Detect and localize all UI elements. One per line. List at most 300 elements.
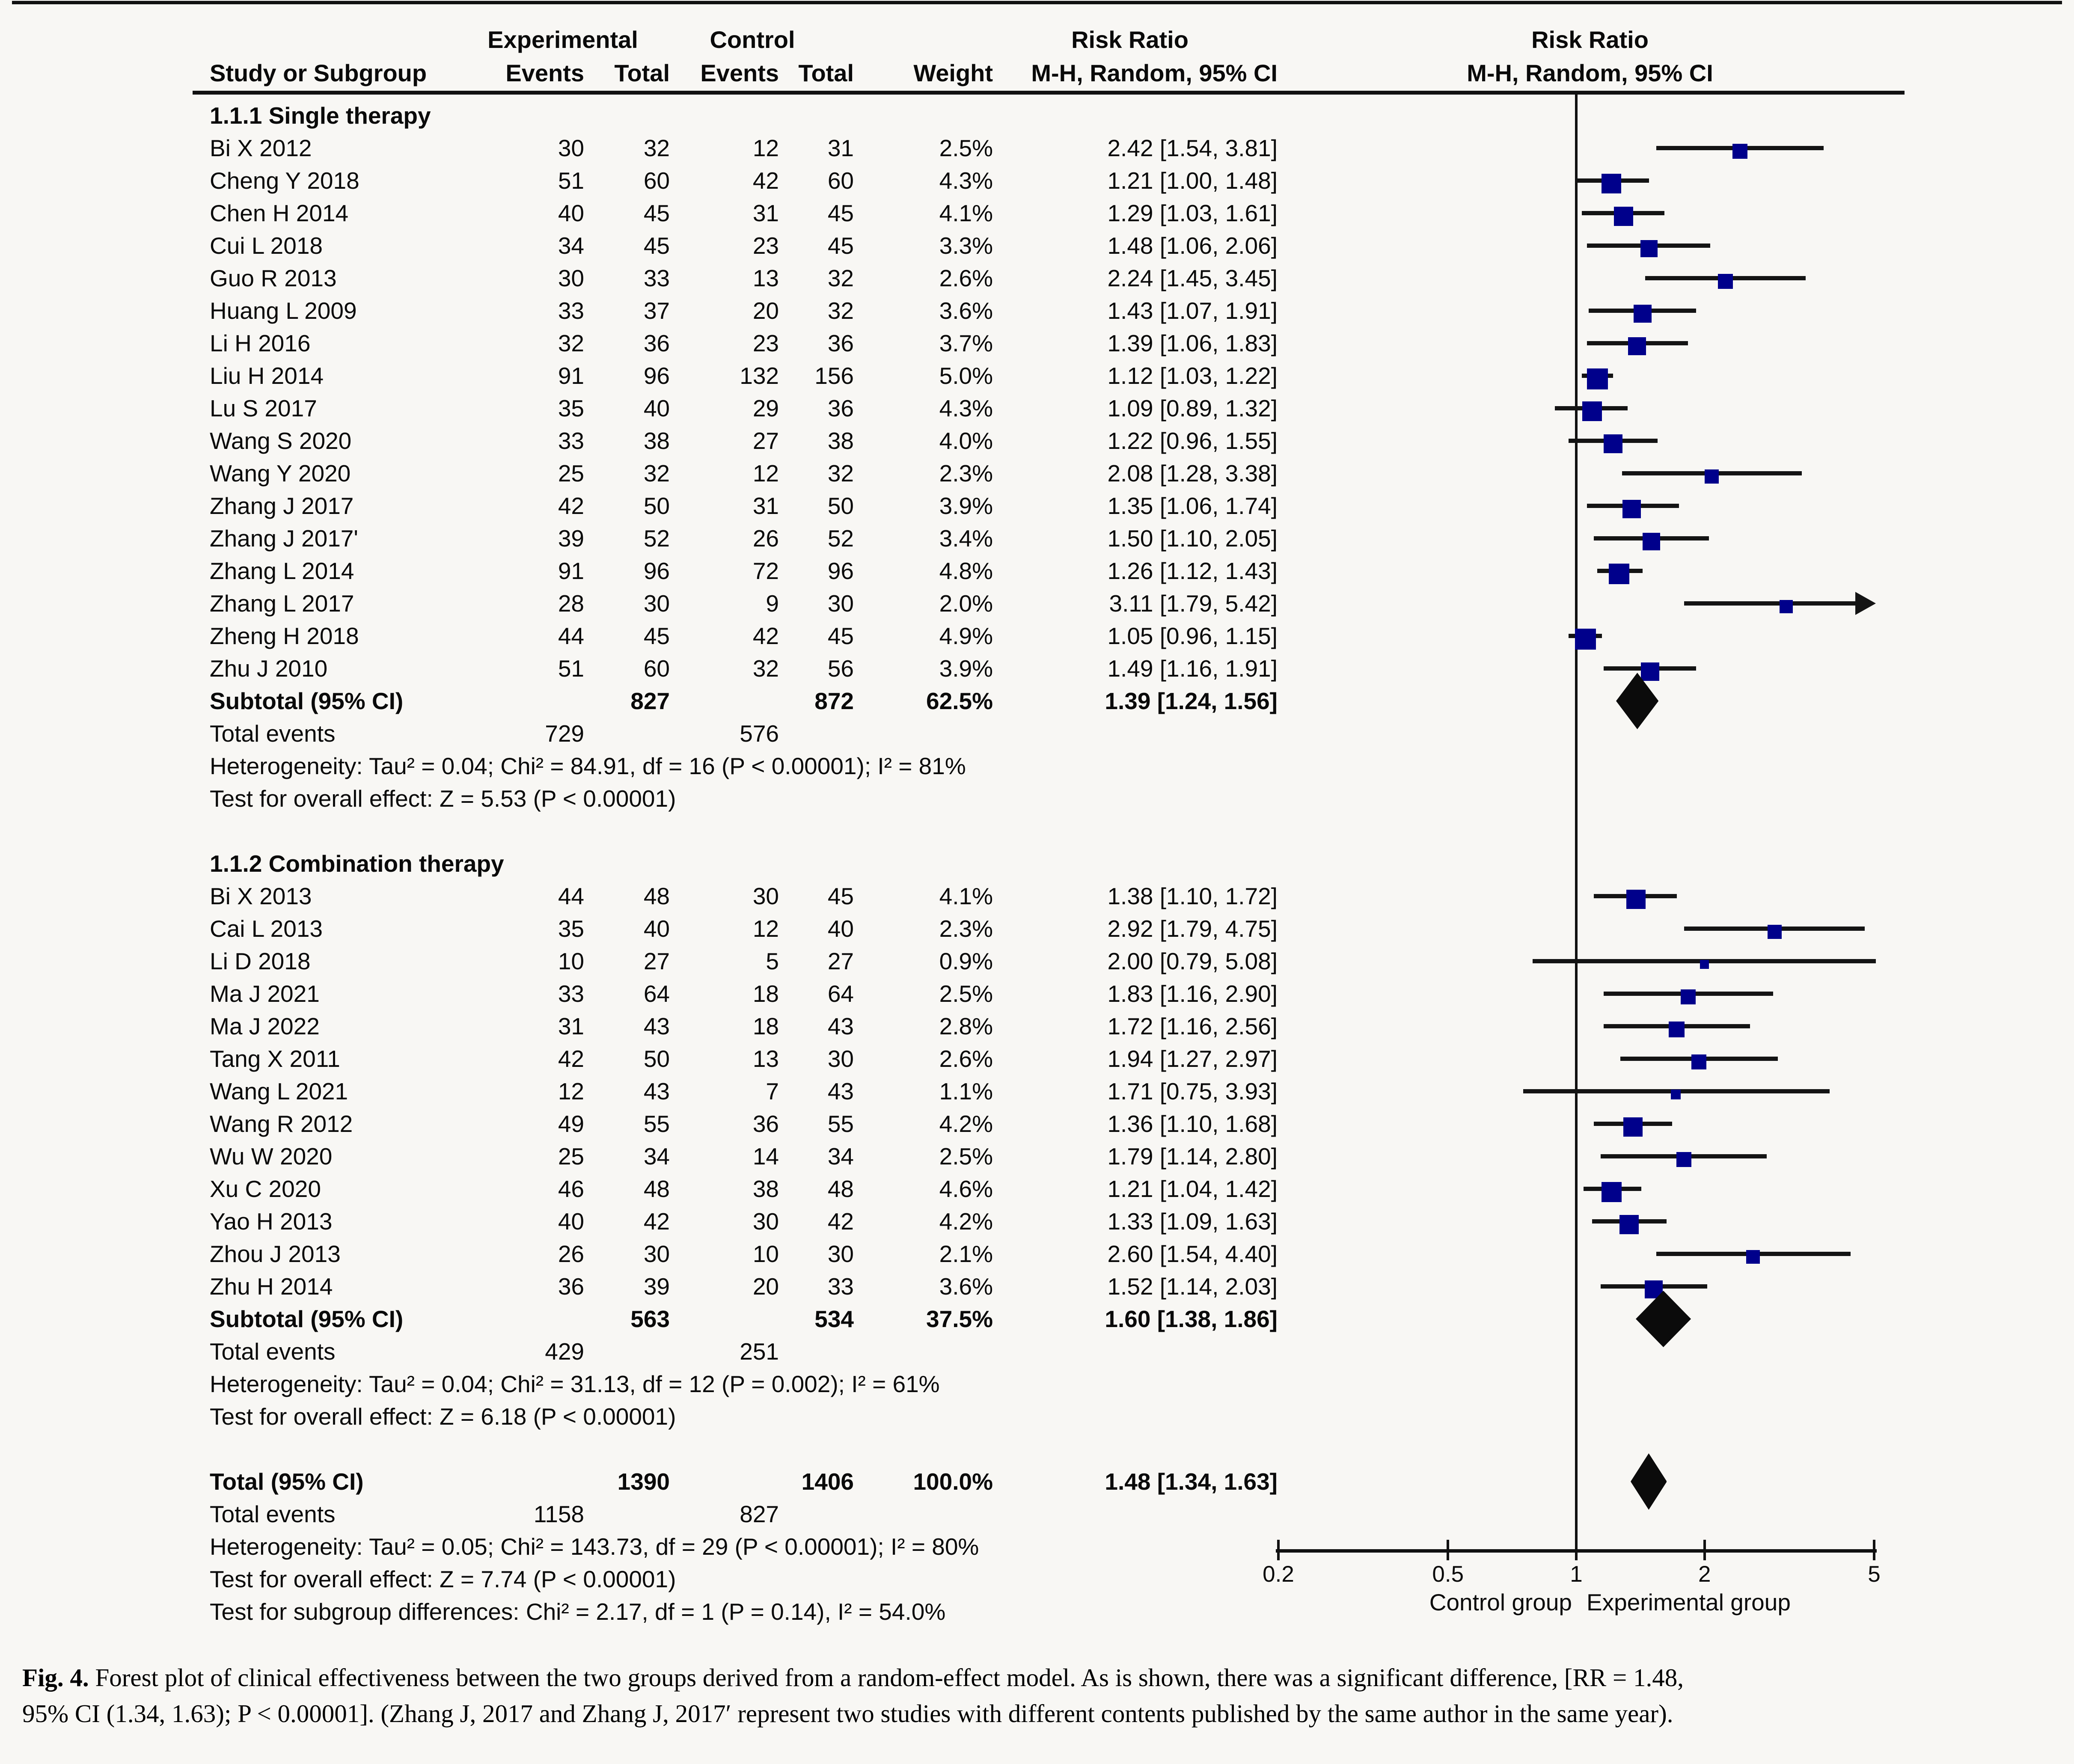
exp-total-value: 42	[643, 1208, 670, 1235]
exp-total-value: 40	[643, 395, 670, 422]
pooled-effect-diamond	[1616, 673, 1658, 729]
study-name: Guo R 2013	[210, 265, 337, 291]
study-name: Li D 2018	[210, 948, 311, 974]
ctl-total-value: 60	[827, 167, 854, 194]
weight-value: 3.4%	[939, 525, 993, 552]
ctl-events-value: 31	[752, 200, 779, 226]
exp-total-value: 1390	[617, 1468, 670, 1495]
axis-tick-label: 5	[1868, 1562, 1881, 1587]
exp-total-value: 36	[643, 330, 670, 356]
study-name: Zhang L 2014	[210, 558, 354, 584]
study-row	[0, 262, 1305, 294]
figure-number: Fig. 4.	[22, 1663, 89, 1692]
ctl-events-value: 13	[752, 265, 779, 291]
heterogeneity-row	[0, 750, 1305, 782]
ctl-total-value: 36	[827, 330, 854, 356]
exp-total-value: 96	[643, 362, 670, 389]
study-name: Li H 2016	[210, 330, 311, 356]
study-row	[0, 1042, 1305, 1075]
study-name: Yao H 2013	[210, 1208, 333, 1235]
weight-value: 5.0%	[939, 362, 993, 389]
point-estimate-marker	[1780, 600, 1793, 613]
exp-total-value: 32	[643, 135, 670, 161]
exp-events-value: 25	[558, 460, 584, 487]
exp-events-value: 35	[558, 395, 584, 422]
study-row	[0, 652, 1305, 685]
risk-ratio-ci-value: 2.00 [0.79, 5.08]	[1107, 948, 1278, 974]
weight-value: 3.7%	[939, 330, 993, 356]
weight-value: 2.3%	[939, 915, 993, 942]
weight-value: 2.6%	[939, 265, 993, 291]
column-exp-events: Events	[505, 59, 584, 86]
weight-value: 3.6%	[939, 297, 993, 324]
study-row	[0, 880, 1305, 912]
ctl-total-value: 32	[827, 460, 854, 487]
heterogeneity-note: Heterogeneity: Tau² = 0.04; Chi² = 31.13, df = 12 (P = 0.002); I² = 61%	[210, 1371, 940, 1397]
ctl-events-value: 36	[752, 1111, 779, 1137]
exp-total-value: 30	[643, 590, 670, 617]
ctl-total-value: 45	[827, 200, 854, 226]
exp-total-value: 45	[643, 232, 670, 259]
ctl-events-value: 14	[752, 1143, 779, 1170]
ctl-events-value: 30	[752, 883, 779, 909]
subgroup-header-row	[0, 847, 1305, 880]
axis-tick-label: 1	[1570, 1562, 1583, 1587]
study-name: Cheng Y 2018	[210, 167, 360, 194]
point-estimate-marker	[1622, 500, 1641, 518]
ctl-events-value: 31	[752, 493, 779, 519]
ctl-events-value: 32	[752, 655, 779, 682]
weight-value: 2.5%	[939, 980, 993, 1007]
weight-value: 3.9%	[939, 493, 993, 519]
study-name: Zheng H 2018	[210, 623, 359, 649]
exp-total-value: 40	[643, 915, 670, 942]
total-events-row	[0, 717, 1305, 750]
study-name: Zhu H 2014	[210, 1273, 333, 1300]
axis-tick	[1703, 1540, 1706, 1560]
subgroup-title: 1.1.2 Combination therapy	[210, 850, 504, 877]
weight-value: 3.6%	[939, 1273, 993, 1300]
column-ctl-total: Total	[798, 59, 854, 86]
exp-total-value: 39	[643, 1273, 670, 1300]
ci-arrow-right	[1855, 592, 1876, 615]
risk-ratio-ci-value: 1.71 [0.75, 3.93]	[1107, 1078, 1278, 1105]
risk-ratio-ci-value: 2.24 [1.45, 3.45]	[1107, 265, 1278, 291]
risk-ratio-ci-value: 1.50 [1.10, 2.05]	[1107, 525, 1278, 552]
study-name: Chen H 2014	[210, 200, 349, 226]
overall-effect-row	[0, 782, 1305, 815]
axis-tick	[1575, 1540, 1578, 1560]
point-estimate-marker	[1609, 564, 1629, 584]
study-row	[0, 1270, 1305, 1303]
weight-value: 4.2%	[939, 1111, 993, 1137]
heterogeneity-row	[0, 1368, 1305, 1400]
pooled-effect-diamond	[1631, 1453, 1667, 1510]
ctl-events-value: 23	[752, 232, 779, 259]
study-name: Wu W 2020	[210, 1143, 333, 1170]
ctl-total-value: 64	[827, 980, 854, 1007]
study-row	[0, 229, 1305, 262]
risk-ratio-ci-value: 1.05 [0.96, 1.15]	[1107, 623, 1278, 649]
risk-ratio-ci-value: 1.38 [1.10, 1.72]	[1107, 883, 1278, 909]
risk-ratio-ci-value: 2.08 [1.28, 3.38]	[1107, 460, 1278, 487]
ctl-total-value: 45	[827, 883, 854, 909]
exp-events-value: 25	[558, 1143, 584, 1170]
exp-events-value: 42	[558, 1045, 584, 1072]
risk-ratio-ci-value: 1.94 [1.27, 2.97]	[1107, 1045, 1278, 1072]
axis-label-experimental-group: Experimental group	[1587, 1589, 1791, 1616]
weight-value: 4.6%	[939, 1176, 993, 1202]
ctl-total-value: 48	[827, 1176, 854, 1202]
axis-tick-label: 0.5	[1432, 1562, 1464, 1587]
ctl-total-value: 45	[827, 623, 854, 649]
column-group-experimental: Experimental	[487, 26, 638, 53]
point-estimate-marker	[1602, 1182, 1622, 1202]
point-estimate-marker	[1582, 401, 1602, 421]
overall-effect-row	[0, 1563, 1305, 1595]
ci-line	[1684, 601, 1857, 606]
column-risk-ratio: Risk Ratio	[1071, 26, 1189, 53]
exp-total-value: 34	[643, 1143, 670, 1170]
risk-ratio-ci-value: 1.36 [1.10, 1.68]	[1107, 1111, 1278, 1137]
study-row	[0, 522, 1305, 555]
overall-effect-note: Test for overall effect: Z = 5.53 (P < 0.00001)	[210, 785, 676, 812]
study-row	[0, 1075, 1305, 1108]
exp-total-value: 45	[643, 200, 670, 226]
risk-ratio-ci-value: 1.22 [0.96, 1.55]	[1107, 428, 1278, 454]
plot-title-risk-ratio: Risk Ratio	[1531, 26, 1649, 53]
ctl-events-value: 23	[752, 330, 779, 356]
study-name: Wang L 2021	[210, 1078, 348, 1105]
exp-events-value: 30	[558, 265, 584, 291]
heterogeneity-note: Heterogeneity: Tau² = 0.04; Chi² = 84.91, df = 16 (P < 0.00001); I² = 81%	[210, 753, 966, 779]
point-estimate-marker	[1614, 207, 1633, 226]
study-row	[0, 620, 1305, 652]
exp-total-value: 43	[643, 1078, 670, 1105]
risk-ratio-ci-value: 1.29 [1.03, 1.61]	[1107, 200, 1278, 226]
ctl-events-value: 576	[740, 720, 779, 747]
ctl-events-value: 26	[752, 525, 779, 552]
point-estimate-marker	[1691, 1054, 1706, 1069]
risk-ratio-ci-value: 1.79 [1.14, 2.80]	[1107, 1143, 1278, 1170]
plot-subtitle-mh-random-ci: M-H, Random, 95% CI	[1467, 59, 1713, 86]
study-name: Lu S 2017	[210, 395, 317, 422]
exp-events-value: 33	[558, 297, 584, 324]
total-events-label: Total events	[210, 1501, 336, 1527]
exp-total-value: 50	[643, 493, 670, 519]
weight-value: 4.8%	[939, 558, 993, 584]
ctl-total-value: 30	[827, 1045, 854, 1072]
ctl-events-value: 827	[740, 1501, 779, 1527]
total-events-row	[0, 1335, 1305, 1368]
exp-events-value: 429	[545, 1338, 584, 1365]
risk-ratio-ci-value: 1.21 [1.00, 1.48]	[1107, 167, 1278, 194]
total-label: Total (95% CI)	[210, 1468, 364, 1495]
study-name: Zhang L 2017	[210, 590, 354, 617]
study-name: Zhu J 2010	[210, 655, 328, 682]
heterogeneity-row	[0, 1530, 1305, 1563]
risk-ratio-ci-value: 1.12 [1.03, 1.22]	[1107, 362, 1278, 389]
total-events-label: Total events	[210, 720, 336, 747]
exp-events-value: 91	[558, 362, 584, 389]
exp-total-value: 563	[630, 1306, 670, 1332]
point-estimate-marker	[1634, 305, 1652, 323]
ctl-events-value: 9	[766, 590, 779, 617]
axis-tick	[1873, 1540, 1875, 1560]
exp-total-value: 32	[643, 460, 670, 487]
risk-ratio-ci-value: 1.60 [1.38, 1.86]	[1105, 1306, 1278, 1332]
caption-line1: Forest plot of clinical effectiveness between the two groups derived from a random-effect model. As is shown, there was a significant difference, [RR = 1.48,	[89, 1663, 1684, 1692]
exp-events-value: 39	[558, 525, 584, 552]
subgroup-differences-note: Test for subgroup differences: Chi² = 2.17, df = 1 (P = 0.14), I² = 54.0%	[210, 1598, 946, 1625]
ctl-events-value: 72	[752, 558, 779, 584]
study-row	[0, 912, 1305, 945]
risk-ratio-ci-value: 1.52 [1.14, 2.03]	[1107, 1273, 1278, 1300]
ctl-total-value: 40	[827, 915, 854, 942]
point-estimate-marker	[1626, 890, 1646, 909]
ctl-total-value: 33	[827, 1273, 854, 1300]
risk-ratio-ci-value: 1.49 [1.16, 1.91]	[1107, 655, 1278, 682]
point-estimate-marker	[1587, 368, 1608, 389]
study-name: Zhang J 2017	[210, 493, 354, 519]
axis-tick-label: 0.2	[1263, 1562, 1294, 1587]
point-estimate-marker	[1623, 1117, 1643, 1137]
ctl-events-value: 13	[752, 1045, 779, 1072]
study-row	[0, 132, 1305, 164]
ctl-total-value: 56	[827, 655, 854, 682]
study-name: Zhou J 2013	[210, 1241, 341, 1267]
weight-value: 2.6%	[939, 1045, 993, 1072]
weight-value: 2.5%	[939, 135, 993, 161]
ctl-events-value: 251	[740, 1338, 779, 1365]
ctl-total-value: 52	[827, 525, 854, 552]
exp-events-value: 40	[558, 1208, 584, 1235]
exp-total-value: 43	[643, 1013, 670, 1039]
risk-ratio-ci-value: 3.11 [1.79, 5.42]	[1109, 590, 1278, 617]
exp-events-value: 32	[558, 330, 584, 356]
ctl-total-value: 50	[827, 493, 854, 519]
exp-total-value: 64	[643, 980, 670, 1007]
weight-value: 3.9%	[939, 655, 993, 682]
risk-ratio-ci-value: 2.42 [1.54, 3.81]	[1107, 135, 1278, 161]
axis-label-control-group: Control group	[1429, 1589, 1572, 1616]
weight-value: 4.2%	[939, 1208, 993, 1235]
total-events-label: Total events	[210, 1338, 336, 1365]
heterogeneity-note: Heterogeneity: Tau² = 0.05; Chi² = 143.73, df = 29 (P < 0.00001); I² = 80%	[210, 1533, 979, 1560]
point-estimate-marker	[1671, 1090, 1681, 1099]
ctl-total-value: 55	[827, 1111, 854, 1137]
risk-ratio-ci-value: 1.72 [1.16, 2.56]	[1107, 1013, 1278, 1039]
study-row	[0, 945, 1305, 977]
column-ctl-events: Events	[700, 59, 779, 86]
weight-value: 62.5%	[926, 688, 993, 714]
ctl-total-value: 1406	[801, 1468, 854, 1495]
ctl-events-value: 38	[752, 1176, 779, 1202]
subtotal-row	[0, 685, 1305, 717]
study-row	[0, 457, 1305, 490]
weight-value: 2.3%	[939, 460, 993, 487]
risk-ratio-ci-value: 2.92 [1.79, 4.75]	[1107, 915, 1278, 942]
point-estimate-marker	[1643, 533, 1660, 550]
ctl-total-value: 534	[814, 1306, 854, 1332]
weight-value: 0.9%	[939, 948, 993, 974]
exp-events-value: 12	[558, 1078, 584, 1105]
exp-events-value: 42	[558, 493, 584, 519]
ctl-events-value: 18	[752, 980, 779, 1007]
total-events-row	[0, 1498, 1305, 1530]
exp-total-value: 96	[643, 558, 670, 584]
weight-value: 4.3%	[939, 395, 993, 422]
ctl-total-value: 32	[827, 265, 854, 291]
risk-ratio-ci-value: 1.83 [1.16, 2.90]	[1107, 980, 1278, 1007]
study-row	[0, 587, 1305, 620]
ctl-events-value: 27	[752, 428, 779, 454]
exp-total-value: 48	[643, 1176, 670, 1202]
figure-caption	[22, 1660, 2059, 1731]
exp-total-value: 50	[643, 1045, 670, 1072]
point-estimate-marker	[1746, 1250, 1760, 1264]
study-row	[0, 164, 1305, 197]
study-row	[0, 294, 1305, 327]
exp-total-value: 60	[643, 167, 670, 194]
study-name: Wang S 2020	[210, 428, 352, 454]
study-name: Tang X 2011	[210, 1045, 340, 1072]
risk-ratio-ci-value: 1.43 [1.07, 1.91]	[1107, 297, 1278, 324]
column-group-control: Control	[710, 26, 795, 53]
exp-events-value: 34	[558, 232, 584, 259]
exp-events-value: 28	[558, 590, 584, 617]
ctl-total-value: 27	[827, 948, 854, 974]
weight-value: 2.8%	[939, 1013, 993, 1039]
axis-tick	[1447, 1540, 1449, 1560]
point-estimate-marker	[1718, 274, 1733, 289]
exp-events-value: 26	[558, 1241, 584, 1267]
ctl-total-value: 32	[827, 297, 854, 324]
exp-events-value: 51	[558, 167, 584, 194]
weight-value: 4.1%	[939, 200, 993, 226]
exp-events-value: 1158	[533, 1501, 584, 1527]
ctl-total-value: 36	[827, 395, 854, 422]
exp-events-value: 36	[558, 1273, 584, 1300]
study-row	[0, 359, 1305, 392]
subgroup-header-row	[0, 99, 1305, 132]
ctl-events-value: 20	[752, 297, 779, 324]
study-row	[0, 1238, 1305, 1270]
exp-events-value: 91	[558, 558, 584, 584]
exp-total-value: 45	[643, 623, 670, 649]
risk-ratio-ci-value: 1.35 [1.06, 1.74]	[1107, 493, 1278, 519]
no-effect-line	[1575, 92, 1578, 1551]
exp-events-value: 33	[558, 428, 584, 454]
study-name: Liu H 2014	[210, 362, 324, 389]
exp-total-value: 827	[630, 688, 670, 714]
ctl-total-value: 96	[827, 558, 854, 584]
study-name: Huang L 2009	[210, 297, 357, 324]
ctl-events-value: 10	[752, 1241, 779, 1267]
exp-events-value: 35	[558, 915, 584, 942]
ctl-total-value: 43	[827, 1013, 854, 1039]
total-row	[0, 1465, 1305, 1498]
exp-events-value: 44	[558, 623, 584, 649]
exp-total-value: 60	[643, 655, 670, 682]
subtotal-label: Subtotal (95% CI)	[210, 688, 404, 714]
weight-value: 4.9%	[939, 623, 993, 649]
table-header-underline	[193, 91, 1905, 95]
risk-ratio-ci-value: 1.21 [1.04, 1.42]	[1107, 1176, 1278, 1202]
ctl-total-value: 45	[827, 232, 854, 259]
point-estimate-marker	[1628, 337, 1646, 355]
risk-ratio-ci-value: 1.26 [1.12, 1.43]	[1107, 558, 1278, 584]
exp-events-value: 729	[545, 720, 584, 747]
overall-effect-note: Test for overall effect: Z = 7.74 (P < 0.00001)	[210, 1566, 676, 1592]
exp-total-value: 52	[643, 525, 670, 552]
exp-events-value: 49	[558, 1111, 584, 1137]
axis-tick	[1277, 1540, 1280, 1560]
ctl-total-value: 34	[827, 1143, 854, 1170]
study-row	[0, 327, 1305, 359]
point-estimate-marker	[1676, 1152, 1691, 1167]
exp-events-value: 30	[558, 135, 584, 161]
study-name: Bi X 2013	[210, 883, 312, 909]
point-estimate-marker	[1681, 989, 1696, 1004]
weight-value: 100.0%	[913, 1468, 993, 1495]
study-row	[0, 1205, 1305, 1238]
exp-total-value: 27	[643, 948, 670, 974]
point-estimate-marker	[1705, 469, 1719, 484]
subgroup-title: 1.1.1 Single therapy	[210, 102, 431, 129]
study-row	[0, 392, 1305, 425]
ctl-total-value: 156	[814, 362, 854, 389]
ctl-events-value: 12	[752, 915, 779, 942]
weight-value: 4.3%	[939, 167, 993, 194]
weight-value: 37.5%	[926, 1306, 993, 1332]
ctl-total-value: 42	[827, 1208, 854, 1235]
point-estimate-marker	[1575, 629, 1596, 650]
point-estimate-marker	[1602, 174, 1621, 193]
caption-line2: 95% CI (1.34, 1.63); P < 0.00001]. (Zhang J, 2017 and Zhang J, 2017′ represent two studies with different contents published by the same author in the same year).	[22, 1699, 1673, 1728]
study-row	[0, 1108, 1305, 1140]
overall-effect-note: Test for overall effect: Z = 6.18 (P < 0.00001)	[210, 1403, 676, 1430]
ctl-events-value: 42	[752, 623, 779, 649]
weight-value: 4.1%	[939, 883, 993, 909]
axis-tick-label: 2	[1698, 1562, 1711, 1587]
study-name: Cui L 2018	[210, 232, 323, 259]
ctl-events-value: 30	[752, 1208, 779, 1235]
exp-events-value: 10	[558, 948, 584, 974]
study-name: Zhang J 2017'	[210, 525, 358, 552]
exp-total-value: 37	[643, 297, 670, 324]
ctl-events-value: 132	[740, 362, 779, 389]
ctl-events-value: 12	[752, 135, 779, 161]
subgroup-differences-row	[0, 1595, 1305, 1628]
overall-effect-row	[0, 1400, 1305, 1433]
ctl-events-value: 18	[752, 1013, 779, 1039]
weight-value: 1.1%	[939, 1078, 993, 1105]
exp-events-value: 40	[558, 200, 584, 226]
study-row	[0, 1140, 1305, 1173]
ctl-total-value: 38	[827, 428, 854, 454]
exp-total-value: 33	[643, 265, 670, 291]
risk-ratio-ci-value: 1.48 [1.06, 2.06]	[1107, 232, 1278, 259]
study-name: Xu C 2020	[210, 1176, 321, 1202]
study-row	[0, 1010, 1305, 1042]
study-row	[0, 555, 1305, 587]
ctl-events-value: 7	[766, 1078, 779, 1105]
exp-total-value: 48	[643, 883, 670, 909]
ctl-events-value: 20	[752, 1273, 779, 1300]
point-estimate-marker	[1619, 1215, 1639, 1234]
exp-events-value: 33	[558, 980, 584, 1007]
